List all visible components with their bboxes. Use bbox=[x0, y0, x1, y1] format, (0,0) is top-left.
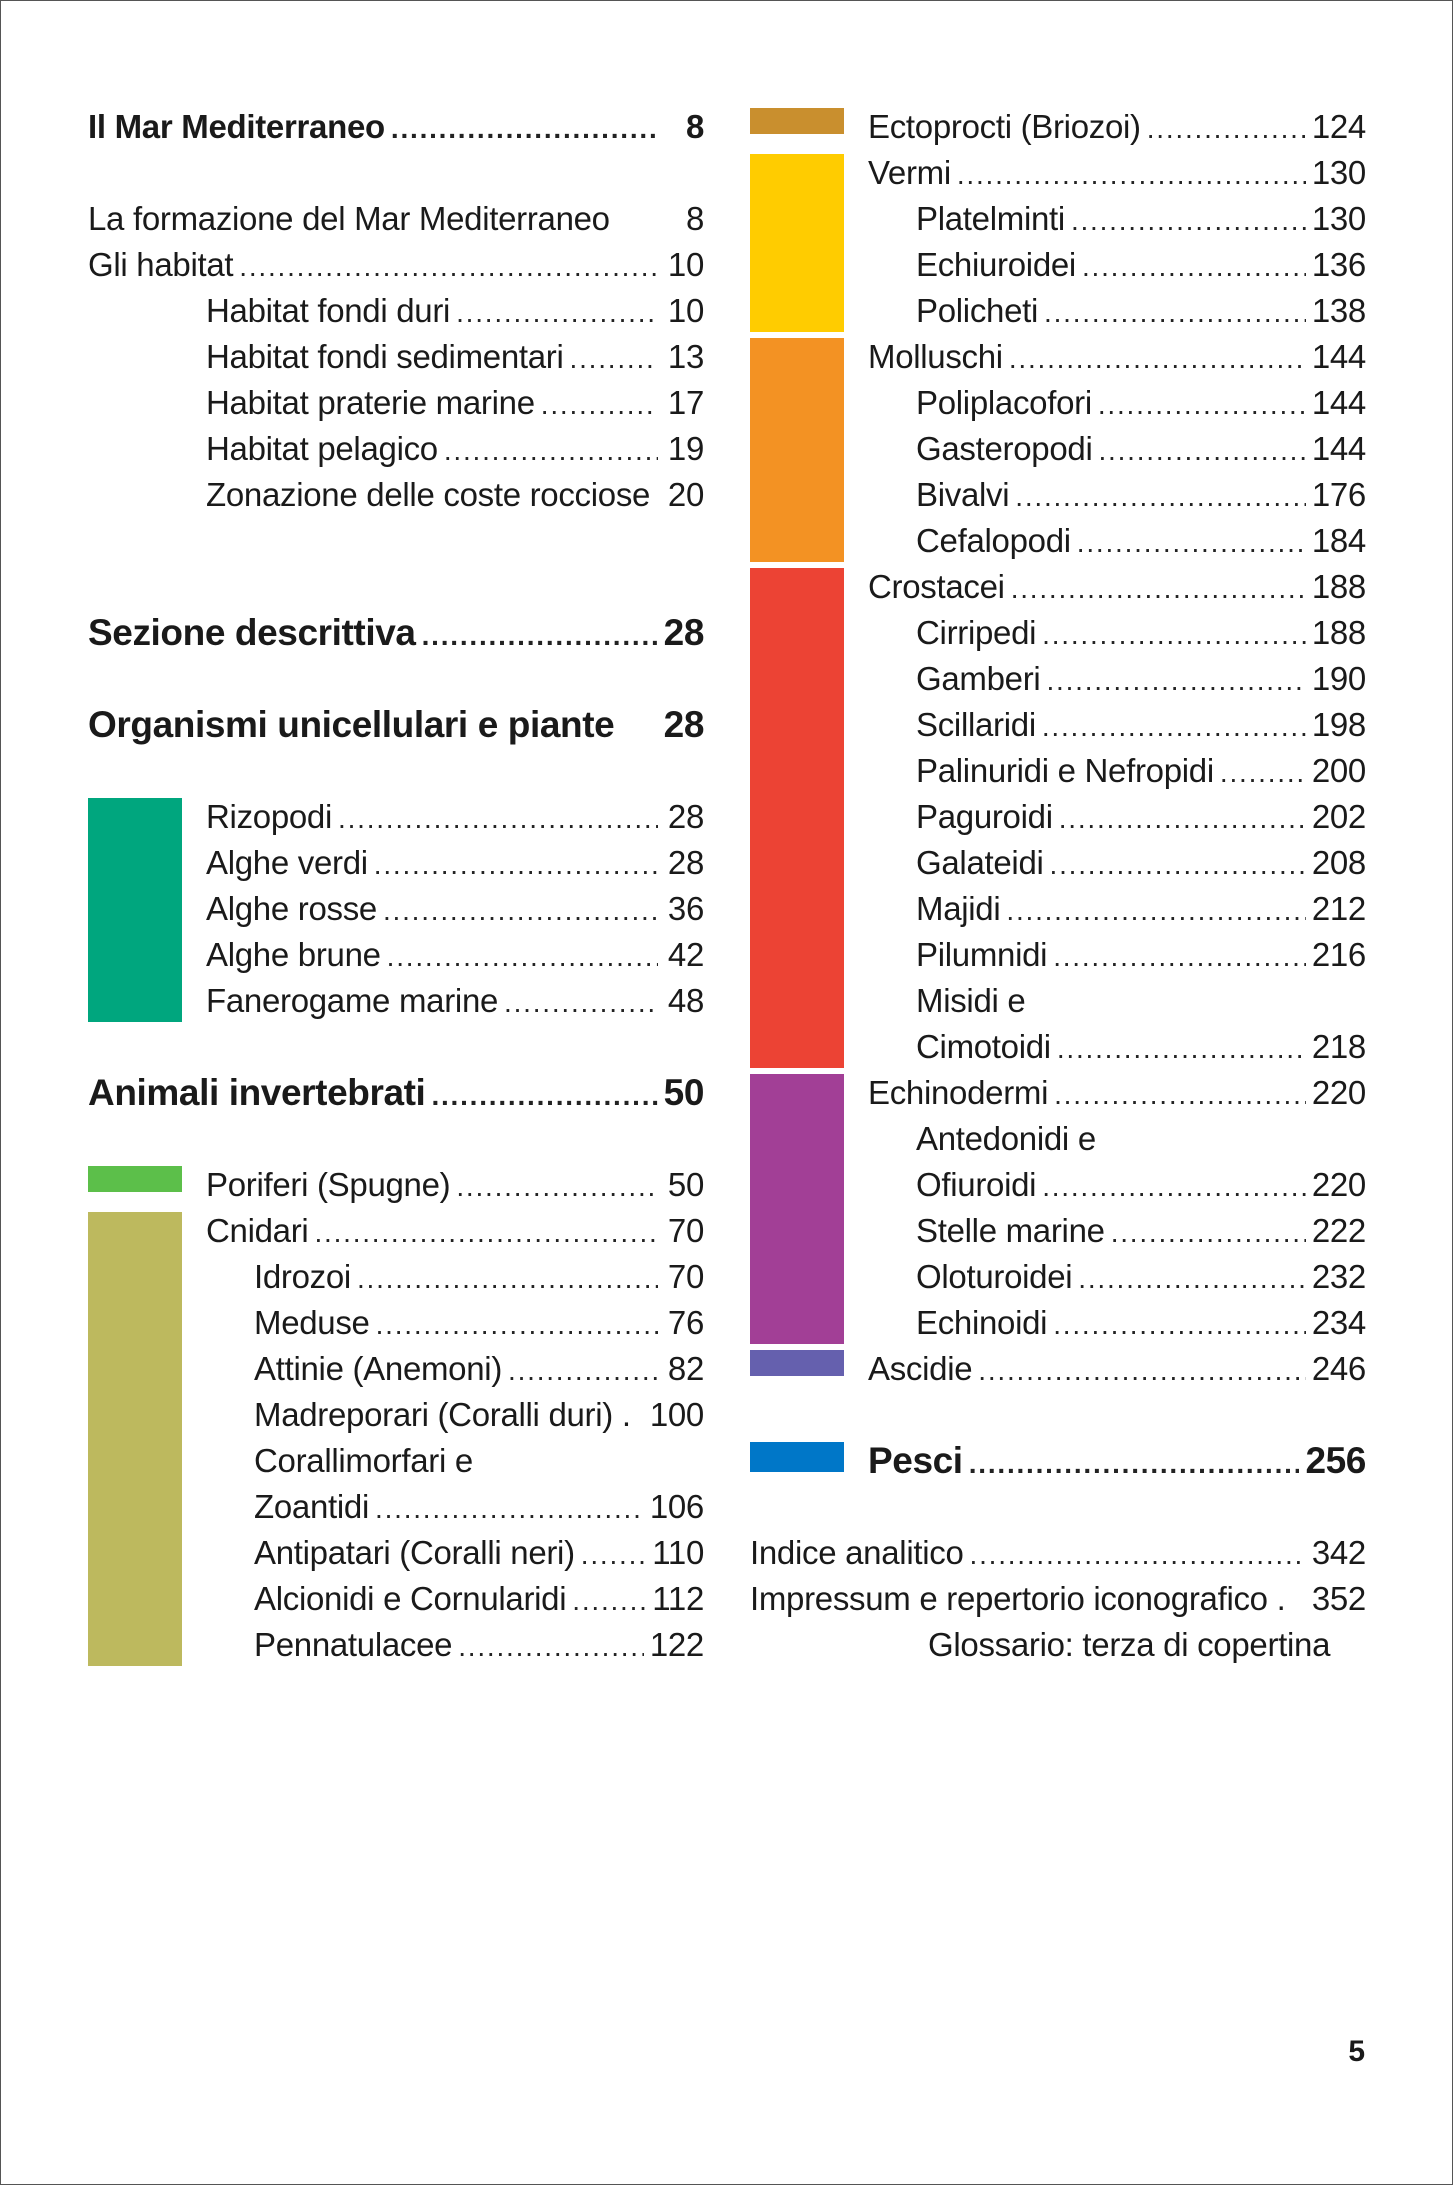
toc-entry-page: 10 bbox=[667, 292, 704, 329]
toc-entry-label: Echiuroidei bbox=[916, 246, 1076, 283]
toc-entry[interactable] bbox=[88, 1070, 704, 1116]
toc-entry-label: Indice analitico bbox=[750, 1534, 964, 1571]
dot-leader bbox=[357, 1256, 658, 1302]
dot-leader bbox=[314, 1210, 658, 1256]
toc-entry-page: 218 bbox=[1311, 1028, 1366, 1065]
dot-leader bbox=[391, 106, 658, 152]
toc-entry-label: Sezione descrittiva bbox=[88, 612, 416, 653]
toc-entry-page: 232 bbox=[1311, 1258, 1366, 1295]
dot-leader bbox=[374, 842, 658, 888]
toc-entry-label: Meduse bbox=[254, 1304, 370, 1341]
toc-entry[interactable] bbox=[750, 1576, 1366, 1622]
dot-leader bbox=[1009, 336, 1306, 382]
toc-entry-label: Pilumnidi bbox=[916, 936, 1048, 973]
toc-entry-page: 256 bbox=[1305, 1440, 1366, 1481]
toc-entry-label: Alghe rosse bbox=[206, 890, 377, 927]
toc-entry-page: 190 bbox=[1311, 660, 1366, 697]
toc-entry-label: Ofiuroidi bbox=[916, 1166, 1037, 1203]
toc-entry-page: 222 bbox=[1311, 1212, 1366, 1249]
toc-entry-label: Animali invertebrati bbox=[88, 1072, 426, 1113]
toc-entry-label: Cimotoidi bbox=[916, 1028, 1051, 1065]
toc-entry-label: Pesci bbox=[868, 1440, 963, 1481]
dot-leader bbox=[1111, 1210, 1306, 1256]
toc-entry-label: Stelle marine bbox=[916, 1212, 1105, 1249]
dot-leader bbox=[508, 1348, 658, 1394]
toc-entry[interactable] bbox=[88, 104, 704, 150]
dot-leader bbox=[383, 888, 658, 934]
toc-entry-label: Cefalopodi bbox=[916, 522, 1071, 559]
toc-entry-label: Corallimorfari e bbox=[254, 1442, 473, 1479]
dot-leader bbox=[1046, 658, 1305, 704]
toc-entry-page: 70 bbox=[667, 1258, 704, 1295]
toc-entry[interactable] bbox=[88, 380, 704, 426]
toc-entry-page: 234 bbox=[1311, 1304, 1366, 1341]
dot-leader bbox=[1147, 106, 1306, 152]
toc-entry-page: 48 bbox=[667, 982, 704, 1019]
toc-entry-label: Alghe brune bbox=[206, 936, 381, 973]
toc-entry-label: Il Mar Mediterraneo bbox=[88, 108, 385, 145]
color-bar-poriferi bbox=[88, 1166, 182, 1192]
dot-leader bbox=[456, 290, 658, 336]
toc-entry-label: Alghe verdi bbox=[206, 844, 368, 881]
toc-entry-label: Attinie (Anemoni) bbox=[254, 1350, 503, 1387]
toc-entry-label: Echinodermi bbox=[868, 1074, 1049, 1111]
toc-entry-page: 100 bbox=[649, 1396, 704, 1433]
toc-entry-label: Zonazione delle coste rocciose bbox=[206, 476, 651, 513]
toc-entry-page: 20 bbox=[667, 476, 704, 513]
toc-entry-page: 144 bbox=[1311, 430, 1366, 467]
toc-entry-page: 188 bbox=[1311, 614, 1366, 651]
toc-entry-label: Pennatulacee bbox=[254, 1626, 453, 1663]
color-bar-crostacei bbox=[750, 568, 844, 1068]
toc-entry-label: Antipatari (Coralli neri) bbox=[254, 1534, 575, 1571]
toc-entry-page: 144 bbox=[1311, 384, 1366, 421]
toc-entry-label: Poriferi (Spugne) bbox=[206, 1166, 451, 1203]
toc-entry-page: 8 bbox=[685, 200, 704, 237]
color-bar-vermi bbox=[750, 154, 844, 332]
toc-entry-page: 188 bbox=[1311, 568, 1366, 605]
dot-leader bbox=[1059, 796, 1306, 842]
toc-entry-label: Habitat praterie marine bbox=[206, 384, 535, 421]
toc-entry[interactable] bbox=[88, 196, 704, 242]
toc-entry-label: Paguroidi bbox=[916, 798, 1053, 835]
toc-entry-label: Vermi bbox=[868, 154, 951, 191]
toc-entry-page: 28 bbox=[667, 798, 704, 835]
toc-entry-label: Echinoidi bbox=[916, 1304, 1048, 1341]
toc-entry-page: 202 bbox=[1311, 798, 1366, 835]
toc-entry-label: Ectoprocti (Briozoi) bbox=[868, 108, 1141, 145]
dot-leader bbox=[375, 1486, 644, 1532]
toc-entry-label: Gli habitat bbox=[88, 246, 234, 283]
dot-leader bbox=[970, 1532, 1306, 1578]
toc-entry-label: Alcionidi e Cornularidi bbox=[254, 1580, 567, 1617]
toc-entry[interactable] bbox=[88, 610, 704, 656]
toc-entry-page: 76 bbox=[667, 1304, 704, 1341]
dot-leader bbox=[1071, 198, 1306, 244]
toc-entry-page: 28 bbox=[667, 844, 704, 881]
color-bar-echinodermi bbox=[750, 1074, 844, 1344]
toc-entry-page: 220 bbox=[1311, 1166, 1366, 1203]
dot-leader bbox=[1077, 520, 1306, 566]
dot-leader bbox=[969, 1441, 1300, 1487]
dot-leader bbox=[1054, 1072, 1306, 1118]
toc-entry-page: 352 bbox=[1311, 1580, 1366, 1617]
toc-entry-label: Organismi unicellulari e piante bbox=[88, 704, 615, 745]
toc-entry-label: Galateidi bbox=[916, 844, 1044, 881]
color-bar-molluschi bbox=[750, 338, 844, 562]
toc-entry[interactable] bbox=[88, 242, 704, 288]
toc-entry-page: 110 bbox=[652, 1534, 704, 1571]
toc-entry-label: La formazione del Mar Mediterraneo bbox=[88, 200, 610, 237]
dot-leader bbox=[1078, 1256, 1306, 1302]
toc-entry-label: Poliplacofori bbox=[916, 384, 1092, 421]
dot-leader bbox=[570, 336, 658, 382]
dot-leader bbox=[957, 152, 1306, 198]
toc-entry-page: 130 bbox=[1311, 154, 1366, 191]
toc-entry-page: 36 bbox=[667, 890, 704, 927]
toc-entry-label: Antedonidi e bbox=[916, 1120, 1096, 1157]
toc-entry-page: 10 bbox=[667, 246, 704, 283]
page-number: 5 bbox=[1348, 2035, 1365, 2068]
dot-leader bbox=[1053, 1302, 1306, 1348]
toc-entry-page: 220 bbox=[1311, 1074, 1366, 1111]
dot-leader bbox=[1053, 934, 1306, 980]
toc-entry-label: Habitat fondi duri bbox=[206, 292, 451, 329]
toc-entry-page: 130 bbox=[1311, 200, 1366, 237]
toc-entry-page: 208 bbox=[1311, 844, 1366, 881]
toc-entry-label: Impressum e repertorio iconografico . bbox=[750, 1580, 1286, 1617]
toc-entry-label: Majidi bbox=[916, 890, 1001, 927]
dot-leader bbox=[456, 1164, 658, 1210]
color-bar-pesci bbox=[750, 1442, 844, 1472]
dot-leader bbox=[458, 1624, 644, 1670]
dot-leader bbox=[1050, 842, 1306, 888]
toc-left-column bbox=[88, 104, 704, 1668]
toc-entry-page: 42 bbox=[667, 936, 704, 973]
toc-entry-label: Madreporari (Coralli duri) . bbox=[254, 1396, 631, 1433]
dot-leader bbox=[444, 428, 658, 474]
toc-entry[interactable] bbox=[88, 472, 704, 518]
toc-entry[interactable] bbox=[88, 334, 704, 380]
toc-entry-page: 19 bbox=[667, 430, 704, 467]
toc-entry-page: 246 bbox=[1311, 1350, 1366, 1387]
toc-entry-page: 8 bbox=[685, 108, 704, 145]
dot-leader bbox=[1042, 612, 1306, 658]
toc-entry-label: Gasteropodi bbox=[916, 430, 1093, 467]
dot-leader bbox=[978, 1348, 1306, 1394]
toc-entry-page: 176 bbox=[1311, 476, 1366, 513]
toc-entry-label: Cnidari bbox=[206, 1212, 309, 1249]
toc-entry-label: Molluschi bbox=[868, 338, 1003, 375]
dot-leader bbox=[1011, 566, 1306, 612]
toc-entry[interactable] bbox=[88, 702, 704, 748]
toc-entry-label: Gamberi bbox=[916, 660, 1041, 697]
toc-entry-page: 50 bbox=[667, 1166, 704, 1203]
toc-entry-label: Rizopodi bbox=[206, 798, 333, 835]
toc-entry-page: 184 bbox=[1311, 522, 1366, 559]
toc-entry-page: 200 bbox=[1311, 752, 1366, 789]
toc-entry-page: 28 bbox=[663, 704, 704, 745]
toc-entry[interactable] bbox=[750, 1622, 1366, 1668]
toc-entry-page: 112 bbox=[652, 1580, 704, 1617]
dot-leader bbox=[1015, 474, 1306, 520]
toc-entry-label: Habitat pelagico bbox=[206, 430, 438, 467]
dot-leader bbox=[572, 1578, 646, 1624]
toc-entry-page: 122 bbox=[649, 1626, 704, 1663]
toc-entry-label: Glossario: terza di copertina bbox=[928, 1626, 1331, 1663]
dot-leader bbox=[541, 382, 658, 428]
toc-entry-page: 82 bbox=[667, 1350, 704, 1387]
toc-entry-page: 70 bbox=[667, 1212, 704, 1249]
dot-leader bbox=[1220, 750, 1306, 796]
toc-entry[interactable] bbox=[750, 1530, 1366, 1576]
dot-leader bbox=[387, 934, 658, 980]
toc-entry-page: 136 bbox=[1311, 246, 1366, 283]
toc-entry-page: 198 bbox=[1311, 706, 1366, 743]
toc-entry-label: Ascidie bbox=[868, 1350, 973, 1387]
dot-leader bbox=[1042, 704, 1306, 750]
dot-leader bbox=[504, 980, 658, 1026]
color-bar-ascidie bbox=[750, 1350, 844, 1376]
toc-entry-page: 216 bbox=[1311, 936, 1366, 973]
toc-entry[interactable] bbox=[88, 288, 704, 334]
dot-leader bbox=[338, 796, 658, 842]
dot-leader bbox=[376, 1302, 658, 1348]
toc-entry-label: Misidi e bbox=[916, 982, 1026, 1019]
dot-leader bbox=[1098, 382, 1306, 428]
toc-entry-page: 144 bbox=[1311, 338, 1366, 375]
toc-entry[interactable] bbox=[88, 426, 704, 472]
color-bar-organismi-unicellulari bbox=[88, 798, 182, 1022]
toc-entry-page: 212 bbox=[1311, 890, 1366, 927]
toc-entry-label: Bivalvi bbox=[916, 476, 1010, 513]
toc-entry-page: 50 bbox=[663, 1072, 704, 1113]
dot-leader bbox=[1042, 1164, 1306, 1210]
dot-leader bbox=[422, 613, 658, 659]
dot-leader bbox=[1098, 428, 1305, 474]
toc-entry-label: Fanerogame marine bbox=[206, 982, 499, 1019]
toc-entry-label: Zoantidi bbox=[254, 1488, 370, 1525]
toc-entry-page: 28 bbox=[663, 612, 704, 653]
toc-entry-label: Cirripedi bbox=[916, 614, 1037, 651]
toc-right-column bbox=[750, 104, 1366, 1668]
toc-entry-label: Oloturoidei bbox=[916, 1258, 1073, 1295]
toc-entry-page: 124 bbox=[1311, 108, 1366, 145]
toc-entry-page: 342 bbox=[1311, 1534, 1366, 1571]
toc-entry-label: Idrozoi bbox=[254, 1258, 351, 1295]
color-bar-ectoprocti bbox=[750, 108, 844, 134]
toc-entry-label: Palinuridi e Nefropidi bbox=[916, 752, 1214, 789]
dot-leader bbox=[1044, 290, 1306, 336]
toc-entry-label: Crostacei bbox=[868, 568, 1005, 605]
color-bar-cnidari bbox=[88, 1212, 182, 1666]
dot-leader bbox=[239, 244, 658, 290]
toc-entry-label: Policheti bbox=[916, 292, 1039, 329]
dot-leader bbox=[1082, 244, 1306, 290]
toc-entry-label: Scillaridi bbox=[916, 706, 1036, 743]
dot-leader bbox=[581, 1532, 647, 1578]
dot-leader bbox=[1006, 888, 1305, 934]
toc-entry-page: 13 bbox=[667, 338, 704, 375]
toc-entry-label: Platelminti bbox=[916, 200, 1065, 237]
toc-entry-label: Habitat fondi sedimentari bbox=[206, 338, 564, 375]
dot-leader bbox=[431, 1073, 657, 1119]
toc-entry-page: 106 bbox=[649, 1488, 704, 1525]
dot-leader bbox=[1057, 1026, 1306, 1072]
toc-entry-page: 17 bbox=[667, 384, 704, 421]
toc-entry-page: 138 bbox=[1311, 292, 1366, 329]
